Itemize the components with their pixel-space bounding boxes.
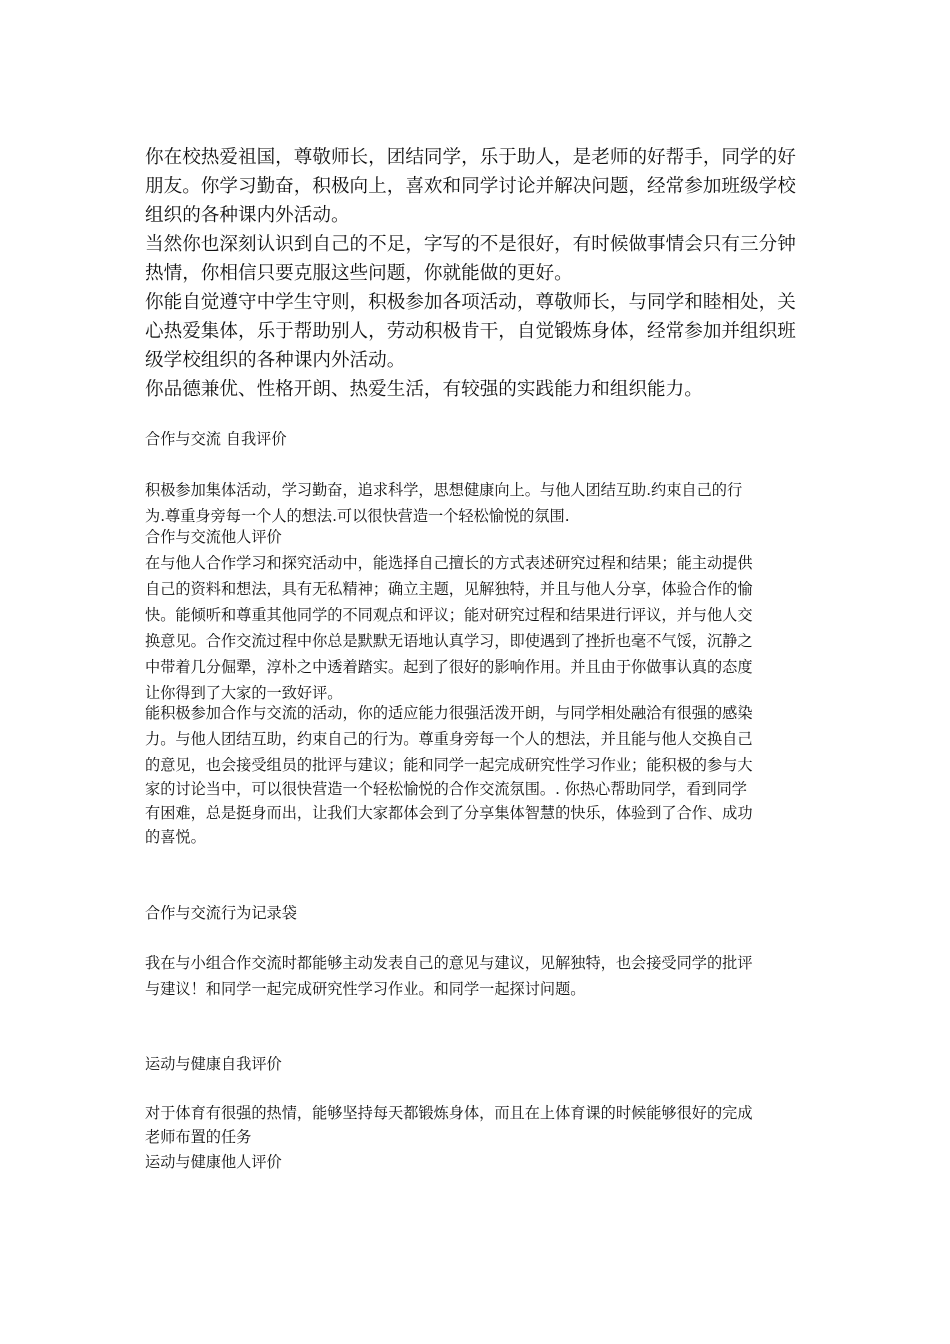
text-line: 快。能倾听和尊重其他同学的不同观点和评议；能对研究过程和结果进行评议，并与他人交 (145, 606, 753, 624)
text-line: 组织的各种课内外活动。 (145, 205, 350, 226)
text-line: 家的讨论当中，可以很快营造一个轻松愉悦的合作交流氛围。. 你热心帮助同学，看到同学 (145, 780, 747, 798)
section-heading: 合作与交流行为记录袋 (145, 904, 297, 922)
text-line: 力。与他人团结互助，约束自己的行为。尊重身旁每一个人的想法，并且能与他人交换自己 (145, 730, 753, 748)
text-line: 中带着几分倔犟，淳朴之中透着踏实。起到了很好的影响作用。并且由于你做事认真的态度 (145, 658, 753, 676)
text-line: 在与他人合作学习和探究活动中，能选择自己擅长的方式表述研究过程和结果；能主动提供 (145, 554, 753, 572)
section-heading: 合作与交流 自我评价 (145, 430, 287, 448)
text-line: 老师布置的任务 (145, 1128, 252, 1146)
text-line: 换意见。合作交流过程中你总是默默无语地认真学习，即使遇到了挫折也毫不气馁，沉静之 (145, 632, 753, 650)
text-line: 自己的资料和想法，具有无私精神；确立主题，见解独特，并且与他人分享，体验合作的愉 (145, 580, 753, 598)
text-line: 能积极参加合作与交流的活动，你的适应能力很强活泼开朗，与同学相处融洽有很强的感染 (145, 704, 753, 722)
text-line: 你能自觉遵守中学生守则，积极参加各项活动，尊敬师长，与同学和睦相处，关 (145, 292, 796, 313)
text-line: 你在校热爱祖国，尊敬师长，团结同学，乐于助人，是老师的好帮手，同学的好 (145, 147, 796, 168)
text-line: 朋友。你学习勤奋，积极向上，喜欢和同学讨论并解决问题，经常参加班级学校 (145, 176, 796, 197)
text-line: 的喜悦。 (145, 828, 206, 846)
text-line: 积极参加集体活动，学习勤奋，追求科学，思想健康向上。与他人团结互助.约束自己的行 (145, 481, 743, 499)
text-line: 我在与小组合作交流时都能够主动发表自己的意见与建议，见解独特，也会接受同学的批评 (145, 954, 753, 972)
section-heading: 运动与健康他人评价 (145, 1153, 282, 1171)
text-line: 当然你也深刻认识到自己的不足，字写的不是很好，有时候做事情会只有三分钟 (145, 234, 796, 255)
text-line: 的意见，也会接受组员的批评与建议；能和同学一起完成研究性学习作业；能积极的参与大 (145, 756, 753, 774)
text-line: 为.尊重身旁每一个人的想法.可以很快营造一个轻松愉悦的氛围. (145, 507, 570, 525)
text-line: 有困难，总是挺身而出，让我们大家都体会到了分享集体智慧的快乐，体验到了合作、成功 (145, 804, 753, 822)
text-line: 让你得到了大家的一致好评。 (145, 684, 343, 702)
text-line: 与建议！和同学一起完成研究性学习作业。和同学一起探讨问题。 (145, 980, 586, 998)
section-heading: 合作与交流他人评价 (145, 528, 282, 546)
text-line: 级学校组织的各种课内外活动。 (145, 350, 406, 371)
text-line: 对于体育有很强的热情，能够坚持每天都锻炼身体，而且在上体育课的时候能够很好的完成 (145, 1104, 753, 1122)
section-heading: 运动与健康自我评价 (145, 1055, 282, 1073)
text-line: 心热爱集体，乐于帮助别人，劳动积极肯干，自觉锻炼身体，经常参加并组织班 (145, 321, 796, 342)
text-line: 你品德兼优、性格开朗、热爱生活，有较强的实践能力和组织能力。 (145, 379, 703, 400)
text-line: 热情，你相信只要克服这些问题，你就能做的更好。 (145, 263, 573, 284)
